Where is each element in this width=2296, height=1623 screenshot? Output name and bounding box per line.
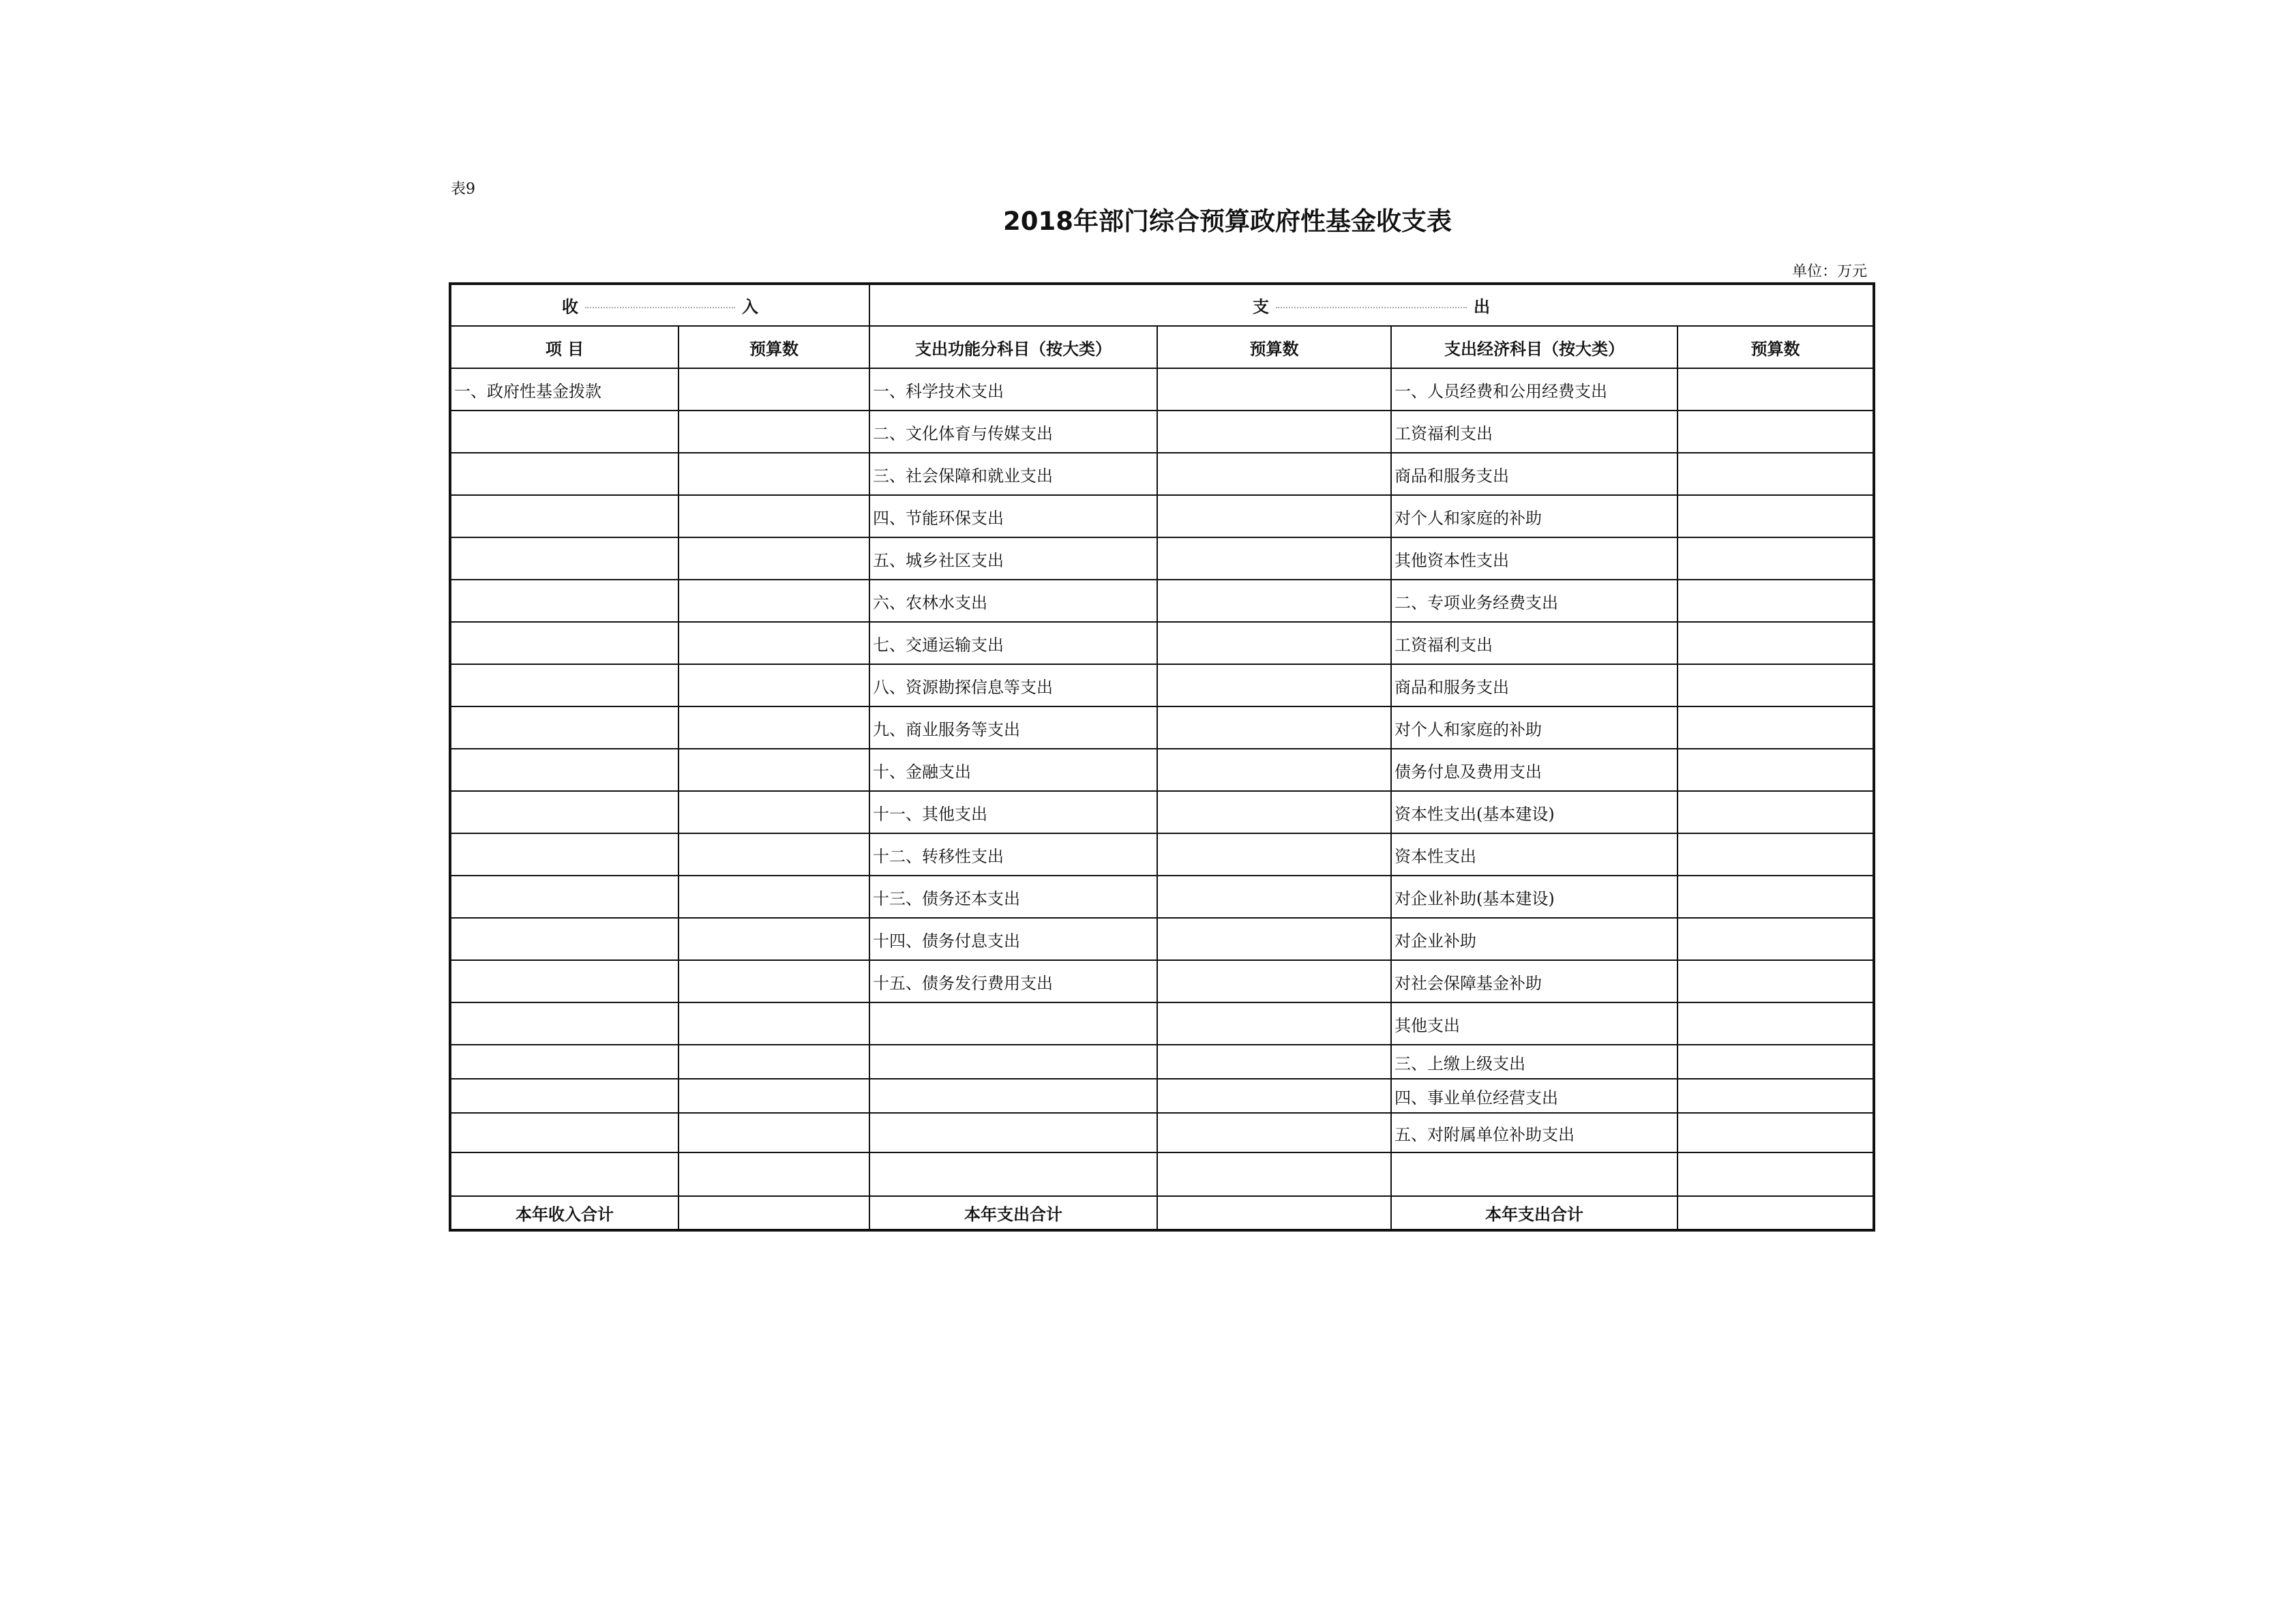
economic-budget-cell bbox=[1678, 1152, 1874, 1196]
header-dot-leader bbox=[585, 307, 735, 308]
function-item-cell: 五、城乡社区支出 bbox=[869, 537, 1157, 580]
function-budget-cell bbox=[1157, 876, 1391, 918]
economic-budget-cell bbox=[1678, 453, 1874, 495]
income-item-cell bbox=[450, 833, 679, 876]
economic-budget-cell bbox=[1678, 622, 1874, 664]
table-row bbox=[450, 411, 1874, 453]
income-group-label-right: 入 bbox=[742, 297, 758, 316]
col-header-income-item: 项 目 bbox=[450, 326, 679, 368]
function-item-cell bbox=[869, 1113, 1157, 1152]
income-item-cell bbox=[450, 664, 679, 706]
income-item-cell: 一、政府性基金拨款 bbox=[450, 368, 679, 411]
table-row bbox=[450, 960, 1874, 1002]
economic-budget-cell bbox=[1678, 706, 1874, 749]
income-group-label-left: 收 bbox=[562, 297, 578, 316]
income-item-cell bbox=[450, 537, 679, 580]
income-item-cell bbox=[450, 1045, 679, 1079]
header-dot-leader bbox=[1276, 307, 1467, 308]
income-item-cell bbox=[450, 918, 679, 960]
income-item-cell bbox=[450, 411, 679, 453]
table-row bbox=[450, 833, 1874, 876]
table-row bbox=[450, 580, 1874, 622]
economic-item-cell: 资本性支出 bbox=[1391, 833, 1678, 876]
income-budget-cell bbox=[679, 664, 869, 706]
function-budget-cell bbox=[1157, 368, 1391, 411]
income-budget-cell bbox=[679, 537, 869, 580]
income-budget-cell bbox=[679, 580, 869, 622]
group-header-row bbox=[450, 284, 1874, 326]
income-item-cell bbox=[450, 1002, 679, 1045]
economic-item-cell: 二、专项业务经费支出 bbox=[1391, 580, 1678, 622]
function-budget-cell bbox=[1157, 706, 1391, 749]
table-row bbox=[450, 453, 1874, 495]
income-item-cell bbox=[450, 1113, 679, 1152]
economic-item-cell: 五、对附属单位补助支出 bbox=[1391, 1113, 1678, 1152]
income-item-cell bbox=[450, 1079, 679, 1113]
economic-item-cell: 资本性支出(基本建设) bbox=[1391, 791, 1678, 833]
function-item-cell: 八、资源勘探信息等支出 bbox=[869, 664, 1157, 706]
function-item-cell: 一、科学技术支出 bbox=[869, 368, 1157, 411]
economic-item-cell: 对个人和家庭的补助 bbox=[1391, 495, 1678, 537]
col-header-function-budget: 预算数 bbox=[1157, 326, 1391, 368]
function-budget-cell bbox=[1157, 495, 1391, 537]
economic-item-cell: 对社会保障基金补助 bbox=[1391, 960, 1678, 1002]
income-total-value bbox=[679, 1196, 869, 1230]
income-budget-cell bbox=[679, 1152, 869, 1196]
economic-item-cell: 对企业补助(基本建设) bbox=[1391, 876, 1678, 918]
economic-item-cell: 一、人员经费和公用经费支出 bbox=[1391, 368, 1678, 411]
table-row bbox=[450, 664, 1874, 706]
income-budget-cell bbox=[679, 706, 869, 749]
income-group-header bbox=[450, 284, 869, 326]
economic-item-cell bbox=[1391, 1152, 1678, 1196]
economic-budget-cell bbox=[1678, 876, 1874, 918]
income-budget-cell bbox=[679, 495, 869, 537]
function-budget-cell bbox=[1157, 791, 1391, 833]
economic-budget-cell bbox=[1678, 749, 1874, 791]
income-item-cell bbox=[450, 495, 679, 537]
table-number: 表9 bbox=[451, 181, 475, 198]
economic-item-cell: 对个人和家庭的补助 bbox=[1391, 706, 1678, 749]
function-item-cell: 十四、债务付息支出 bbox=[869, 918, 1157, 960]
function-budget-cell bbox=[1157, 664, 1391, 706]
income-item-cell bbox=[450, 1152, 679, 1196]
function-item-cell: 九、商业服务等支出 bbox=[869, 706, 1157, 749]
function-budget-cell bbox=[1157, 1113, 1391, 1152]
function-item-cell: 十三、债务还本支出 bbox=[869, 876, 1157, 918]
table-row bbox=[450, 368, 1874, 411]
function-item-cell: 七、交通运输支出 bbox=[869, 622, 1157, 664]
income-budget-cell bbox=[679, 411, 869, 453]
economic-budget-cell bbox=[1678, 1113, 1874, 1152]
income-item-cell bbox=[450, 453, 679, 495]
table-row bbox=[450, 1079, 1874, 1113]
economic-total-value bbox=[1678, 1196, 1874, 1230]
table-row bbox=[450, 791, 1874, 833]
income-item-cell bbox=[450, 749, 679, 791]
function-item-cell: 十一、其他支出 bbox=[869, 791, 1157, 833]
income-budget-cell bbox=[679, 1002, 869, 1045]
economic-budget-cell bbox=[1678, 495, 1874, 537]
function-budget-cell bbox=[1157, 749, 1391, 791]
income-budget-cell bbox=[679, 960, 869, 1002]
economic-budget-cell bbox=[1678, 411, 1874, 453]
economic-budget-cell bbox=[1678, 960, 1874, 1002]
income-budget-cell bbox=[679, 1113, 869, 1152]
function-item-cell: 十二、转移性支出 bbox=[869, 833, 1157, 876]
table-row bbox=[450, 1152, 1874, 1196]
totals-row bbox=[450, 1196, 1874, 1230]
income-item-cell bbox=[450, 706, 679, 749]
economic-item-cell: 其他支出 bbox=[1391, 1002, 1678, 1045]
income-budget-cell bbox=[679, 833, 869, 876]
function-budget-cell bbox=[1157, 453, 1391, 495]
economic-item-cell: 四、事业单位经营支出 bbox=[1391, 1079, 1678, 1113]
function-item-cell bbox=[869, 1002, 1157, 1045]
function-budget-cell bbox=[1157, 1152, 1391, 1196]
income-item-cell bbox=[450, 622, 679, 664]
function-budget-cell bbox=[1157, 918, 1391, 960]
table-row bbox=[450, 876, 1874, 918]
column-header-row bbox=[450, 326, 1874, 368]
expense-group-header bbox=[869, 284, 1874, 326]
economic-budget-cell bbox=[1678, 664, 1874, 706]
expense-group-label-right: 出 bbox=[1474, 297, 1490, 316]
income-item-cell bbox=[450, 580, 679, 622]
economic-budget-cell bbox=[1678, 791, 1874, 833]
expense-group-label-left: 支 bbox=[1253, 297, 1269, 316]
function-item-cell bbox=[869, 1152, 1157, 1196]
function-budget-cell bbox=[1157, 1002, 1391, 1045]
economic-budget-cell bbox=[1678, 1045, 1874, 1079]
economic-budget-cell bbox=[1678, 918, 1874, 960]
function-budget-cell bbox=[1157, 1079, 1391, 1113]
function-item-cell bbox=[869, 1045, 1157, 1079]
function-budget-cell bbox=[1157, 1045, 1391, 1079]
function-total-label: 本年支出合计 bbox=[869, 1196, 1157, 1230]
table-row bbox=[450, 622, 1874, 664]
economic-budget-cell bbox=[1678, 1002, 1874, 1045]
col-header-income-budget: 预算数 bbox=[679, 326, 869, 368]
function-total-value bbox=[1157, 1196, 1391, 1230]
income-budget-cell bbox=[679, 368, 869, 411]
income-budget-cell bbox=[679, 791, 869, 833]
economic-item-cell: 商品和服务支出 bbox=[1391, 453, 1678, 495]
page-title: 2018年部门综合预算政府性基金收支表 bbox=[1003, 207, 1452, 236]
function-item-cell bbox=[869, 1079, 1157, 1113]
function-item-cell: 四、节能环保支出 bbox=[869, 495, 1157, 537]
economic-item-cell: 对企业补助 bbox=[1391, 918, 1678, 960]
function-item-cell: 三、社会保障和就业支出 bbox=[869, 453, 1157, 495]
economic-item-cell: 商品和服务支出 bbox=[1391, 664, 1678, 706]
income-budget-cell bbox=[679, 453, 869, 495]
function-budget-cell bbox=[1157, 622, 1391, 664]
table-row bbox=[450, 1113, 1874, 1152]
economic-item-cell: 三、上缴上级支出 bbox=[1391, 1045, 1678, 1079]
table-row bbox=[450, 495, 1874, 537]
economic-item-cell: 其他资本性支出 bbox=[1391, 537, 1678, 580]
function-item-cell: 十五、债务发行费用支出 bbox=[869, 960, 1157, 1002]
table-row bbox=[450, 537, 1874, 580]
economic-item-cell: 工资福利支出 bbox=[1391, 411, 1678, 453]
unit-label: 单位：万元 bbox=[1791, 263, 1867, 280]
col-header-economic-budget: 预算数 bbox=[1678, 326, 1874, 368]
economic-budget-cell bbox=[1678, 580, 1874, 622]
function-item-cell: 十、金融支出 bbox=[869, 749, 1157, 791]
economic-item-cell: 债务付息及费用支出 bbox=[1391, 749, 1678, 791]
economic-budget-cell bbox=[1678, 368, 1874, 411]
economic-budget-cell bbox=[1678, 1079, 1874, 1113]
income-budget-cell bbox=[679, 876, 869, 918]
income-item-cell bbox=[450, 960, 679, 1002]
table-row bbox=[450, 1002, 1874, 1045]
table-row bbox=[450, 1045, 1874, 1079]
function-budget-cell bbox=[1157, 537, 1391, 580]
function-budget-cell bbox=[1157, 411, 1391, 453]
income-budget-cell bbox=[679, 1079, 869, 1113]
income-budget-cell bbox=[679, 749, 869, 791]
table-row bbox=[450, 706, 1874, 749]
income-budget-cell bbox=[679, 622, 869, 664]
col-header-function-item: 支出功能分科目（按大类） bbox=[869, 326, 1157, 368]
income-budget-cell bbox=[679, 918, 869, 960]
economic-item-cell: 工资福利支出 bbox=[1391, 622, 1678, 664]
economic-total-label: 本年支出合计 bbox=[1391, 1196, 1678, 1230]
income-budget-cell bbox=[679, 1045, 869, 1079]
col-header-economic-item: 支出经济科目（按大类） bbox=[1391, 326, 1678, 368]
budget-table bbox=[449, 282, 1875, 1232]
function-item-cell: 二、文化体育与传媒支出 bbox=[869, 411, 1157, 453]
income-item-cell bbox=[450, 876, 679, 918]
function-budget-cell bbox=[1157, 833, 1391, 876]
table-body bbox=[450, 284, 1874, 1230]
income-total-label: 本年收入合计 bbox=[450, 1196, 679, 1230]
function-budget-cell bbox=[1157, 580, 1391, 622]
income-item-cell bbox=[450, 791, 679, 833]
table-row bbox=[450, 749, 1874, 791]
function-budget-cell bbox=[1157, 960, 1391, 1002]
economic-budget-cell bbox=[1678, 537, 1874, 580]
function-item-cell: 六、农林水支出 bbox=[869, 580, 1157, 622]
economic-budget-cell bbox=[1678, 833, 1874, 876]
table-row bbox=[450, 918, 1874, 960]
